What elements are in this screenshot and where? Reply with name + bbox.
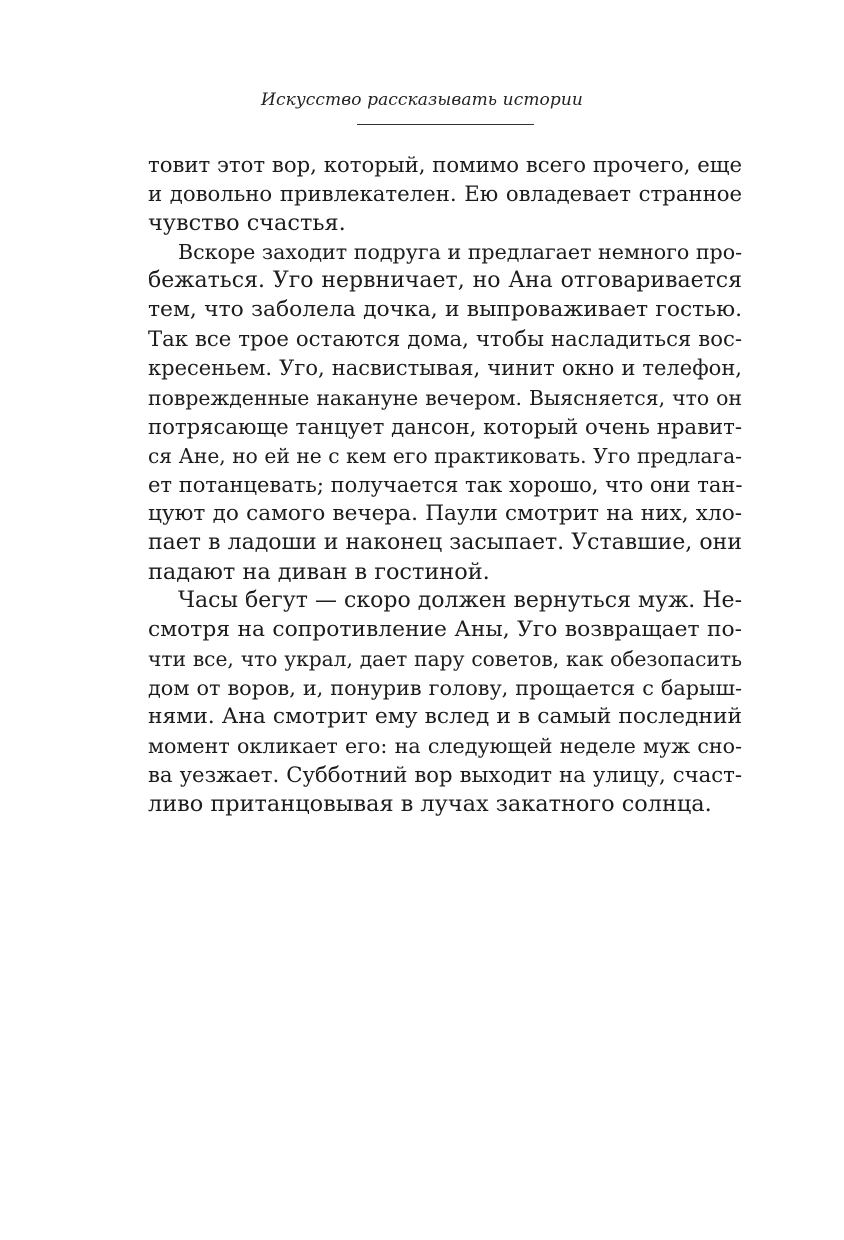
text-line: товит этот вор, который, помимо всего прочего, еще xyxy=(148,152,742,177)
text-line: пает в ладоши и наконец засыпает. Уставшие, они xyxy=(148,530,742,555)
running-head: Искусство рассказывать истории xyxy=(261,90,583,110)
text-line: ва уезжает. Субботний вор выходит на улицу, счаст- xyxy=(148,762,742,787)
text-line: ливо пританцовывая в лучах закатного солнца. xyxy=(148,791,712,817)
text-line: Часы бегут — скоро должен вернуться муж. Не- xyxy=(178,588,742,613)
text-line: ет потанцевать; получается так хорошо, что они тан- xyxy=(148,473,743,497)
text-line: потрясающе танцует дансон, который очень нравит- xyxy=(148,414,742,439)
text-line: ся Ане, но ей не с кем его практиковать. Уго предлага- xyxy=(148,444,742,468)
text-line: Вскоре заходит подруга и предлагает немного про- xyxy=(178,240,743,264)
text-line: чувство счастья. xyxy=(148,210,346,236)
text-line: чти все, что украл, дает пару советов, как обезопасить xyxy=(148,647,742,671)
text-line: Так все трое остаются дома, чтобы насладиться вос- xyxy=(148,326,742,351)
text-line: тем, что заболела дочка, и выпроваживает гостью. xyxy=(148,297,742,322)
text-line: падают на диван в гостиной. xyxy=(148,559,490,585)
text-line: поврежденные накануне вечером. Выясняется, что он xyxy=(148,386,742,410)
text-line: нями. Ана смотрит ему вслед и в самый последний xyxy=(148,704,742,729)
text-line: бежаться. Уго нервничает, но Ана отговаривается xyxy=(148,268,742,293)
text-line: и довольно привлекателен. Ею овладевает странное xyxy=(148,181,742,206)
text-line: цуют до самого вечера. Паули смотрит на них, хло- xyxy=(148,501,742,526)
text-line: смотря на сопротивление Аны, Уго возвращает по- xyxy=(148,617,742,642)
text-line: дом от воров, и, понурив голову, прощается с барыш- xyxy=(148,676,742,700)
text-line: кресеньем. Уго, насвистывая, чинит окно и телефон, xyxy=(148,356,742,380)
text-line: момент окликает его: на следующей неделе муж сно- xyxy=(148,734,742,758)
running-head-rule xyxy=(357,124,534,125)
